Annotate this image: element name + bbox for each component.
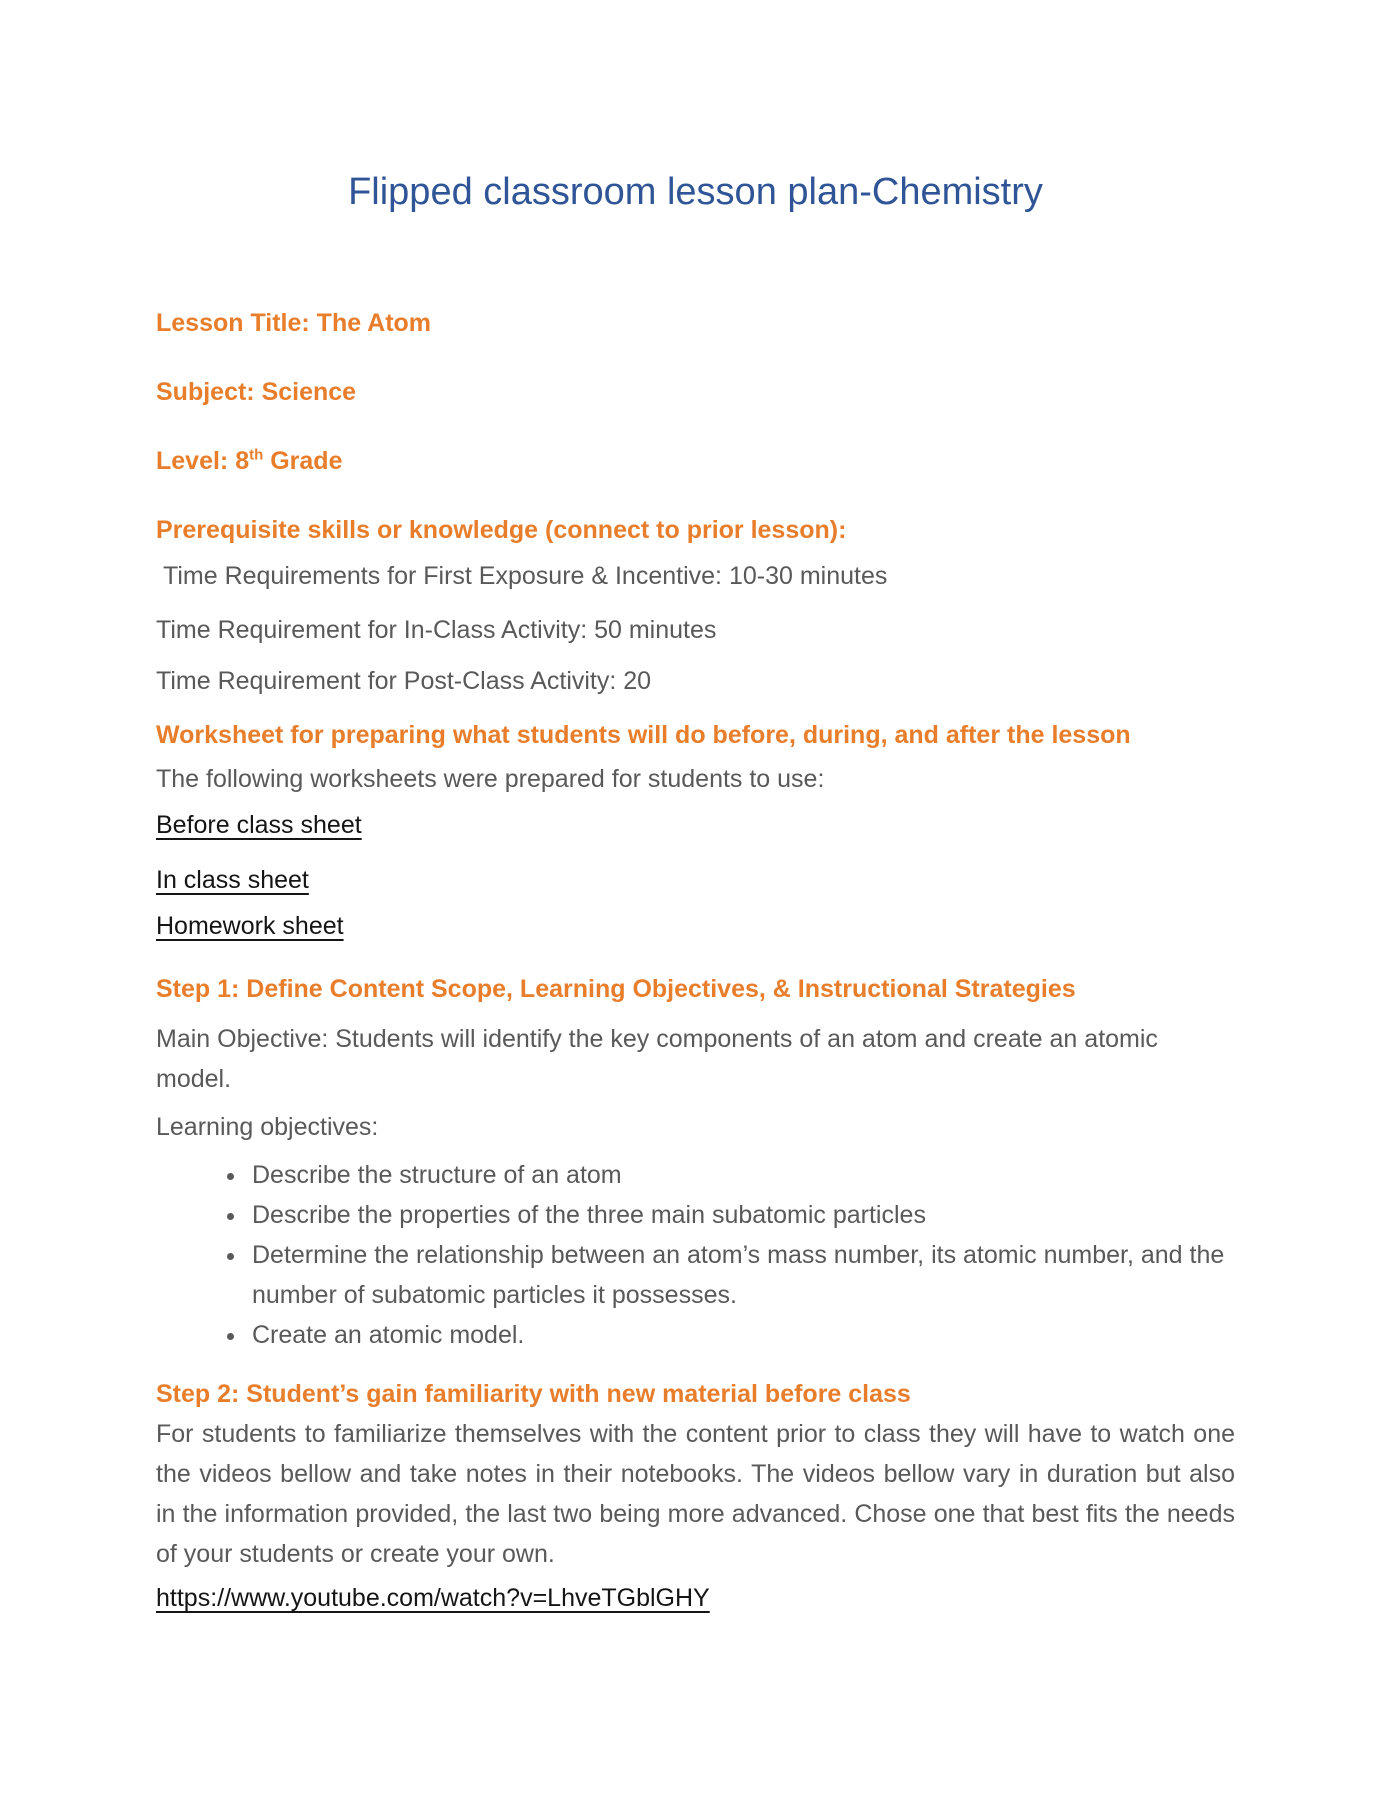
heading-worksheet: Worksheet for preparing what students will do before, during, and after the lesson [156,721,1131,749]
heading-lesson-title: Lesson Title: The Atom [156,309,432,337]
link-before-class-sheet[interactable]: Before class sheet [156,811,362,839]
link-row-in-class [156,860,1235,904]
objective-item: • Determine the relationship between an atom’s mass number, its atomic number, and the number of subatomic particles it possesses. [248,1235,1235,1315]
paragraph-main-objective: Main Objective: Students will identify the key components of an atom and create an atomic model. [156,1025,1158,1093]
heading-step-1: Step 1: Define Content Scope, Learning Objectives, & Instructional Strategies [156,975,1076,1003]
paragraph-time-in-class: Time Requirement for In-Class Activity: 50 minutes [156,616,717,644]
objective-item: • Describe the properties of the three main subatomic particles [248,1195,1235,1235]
objective-item: • Describe the structure of an atom [248,1155,1235,1195]
heading-step-2: Step 2: Student’s gain familiarity with new material before class [156,1380,911,1408]
page-title: Flipped classroom lesson plan-Chemistry [348,171,1043,213]
heading-subject: Subject: Science [156,378,357,406]
level-superscript: th [249,446,264,464]
paragraph-time-post-class: Time Requirement for Post-Class Activity: 20 [156,667,652,695]
objectives-list [156,1155,1235,1355]
paragraph-worksheets-intro: The following worksheets were prepared for students to use: [156,765,825,793]
link-row-video-url [156,1578,1235,1622]
heading-prerequisite: Prerequisite skills or knowledge (connect to prior lesson): [156,516,847,544]
paragraph-learning-objectives-label: Learning objectives: [156,1113,379,1141]
link-row-homework [156,906,1235,950]
heading-level [156,441,1235,481]
paragraph-time-first-exposure: Time Requirements for First Exposure & Incentive: 10-30 minutes [163,562,888,590]
link-row-before-class [156,805,1235,849]
paragraph-step2-body: For students to familiarize themselves with the content prior to class they will have to watch one the videos bellow and take notes in their notebooks. The videos bellow vary in duration but also in the information provided, the last two being more advanced. Chose one that best fits the needs of your students or create your own. [156,1420,1235,1568]
link-in-class-sheet[interactable]: In class sheet [156,866,309,894]
level-prefix: Level: 8 [156,447,250,475]
link-video-url[interactable]: https://www.youtube.com/watch?v=LhveTGblGHY [156,1584,710,1612]
link-homework-sheet[interactable]: Homework sheet [156,912,344,940]
objective-item: • Create an atomic model. [248,1315,1235,1355]
level-suffix: Grade [263,447,343,475]
